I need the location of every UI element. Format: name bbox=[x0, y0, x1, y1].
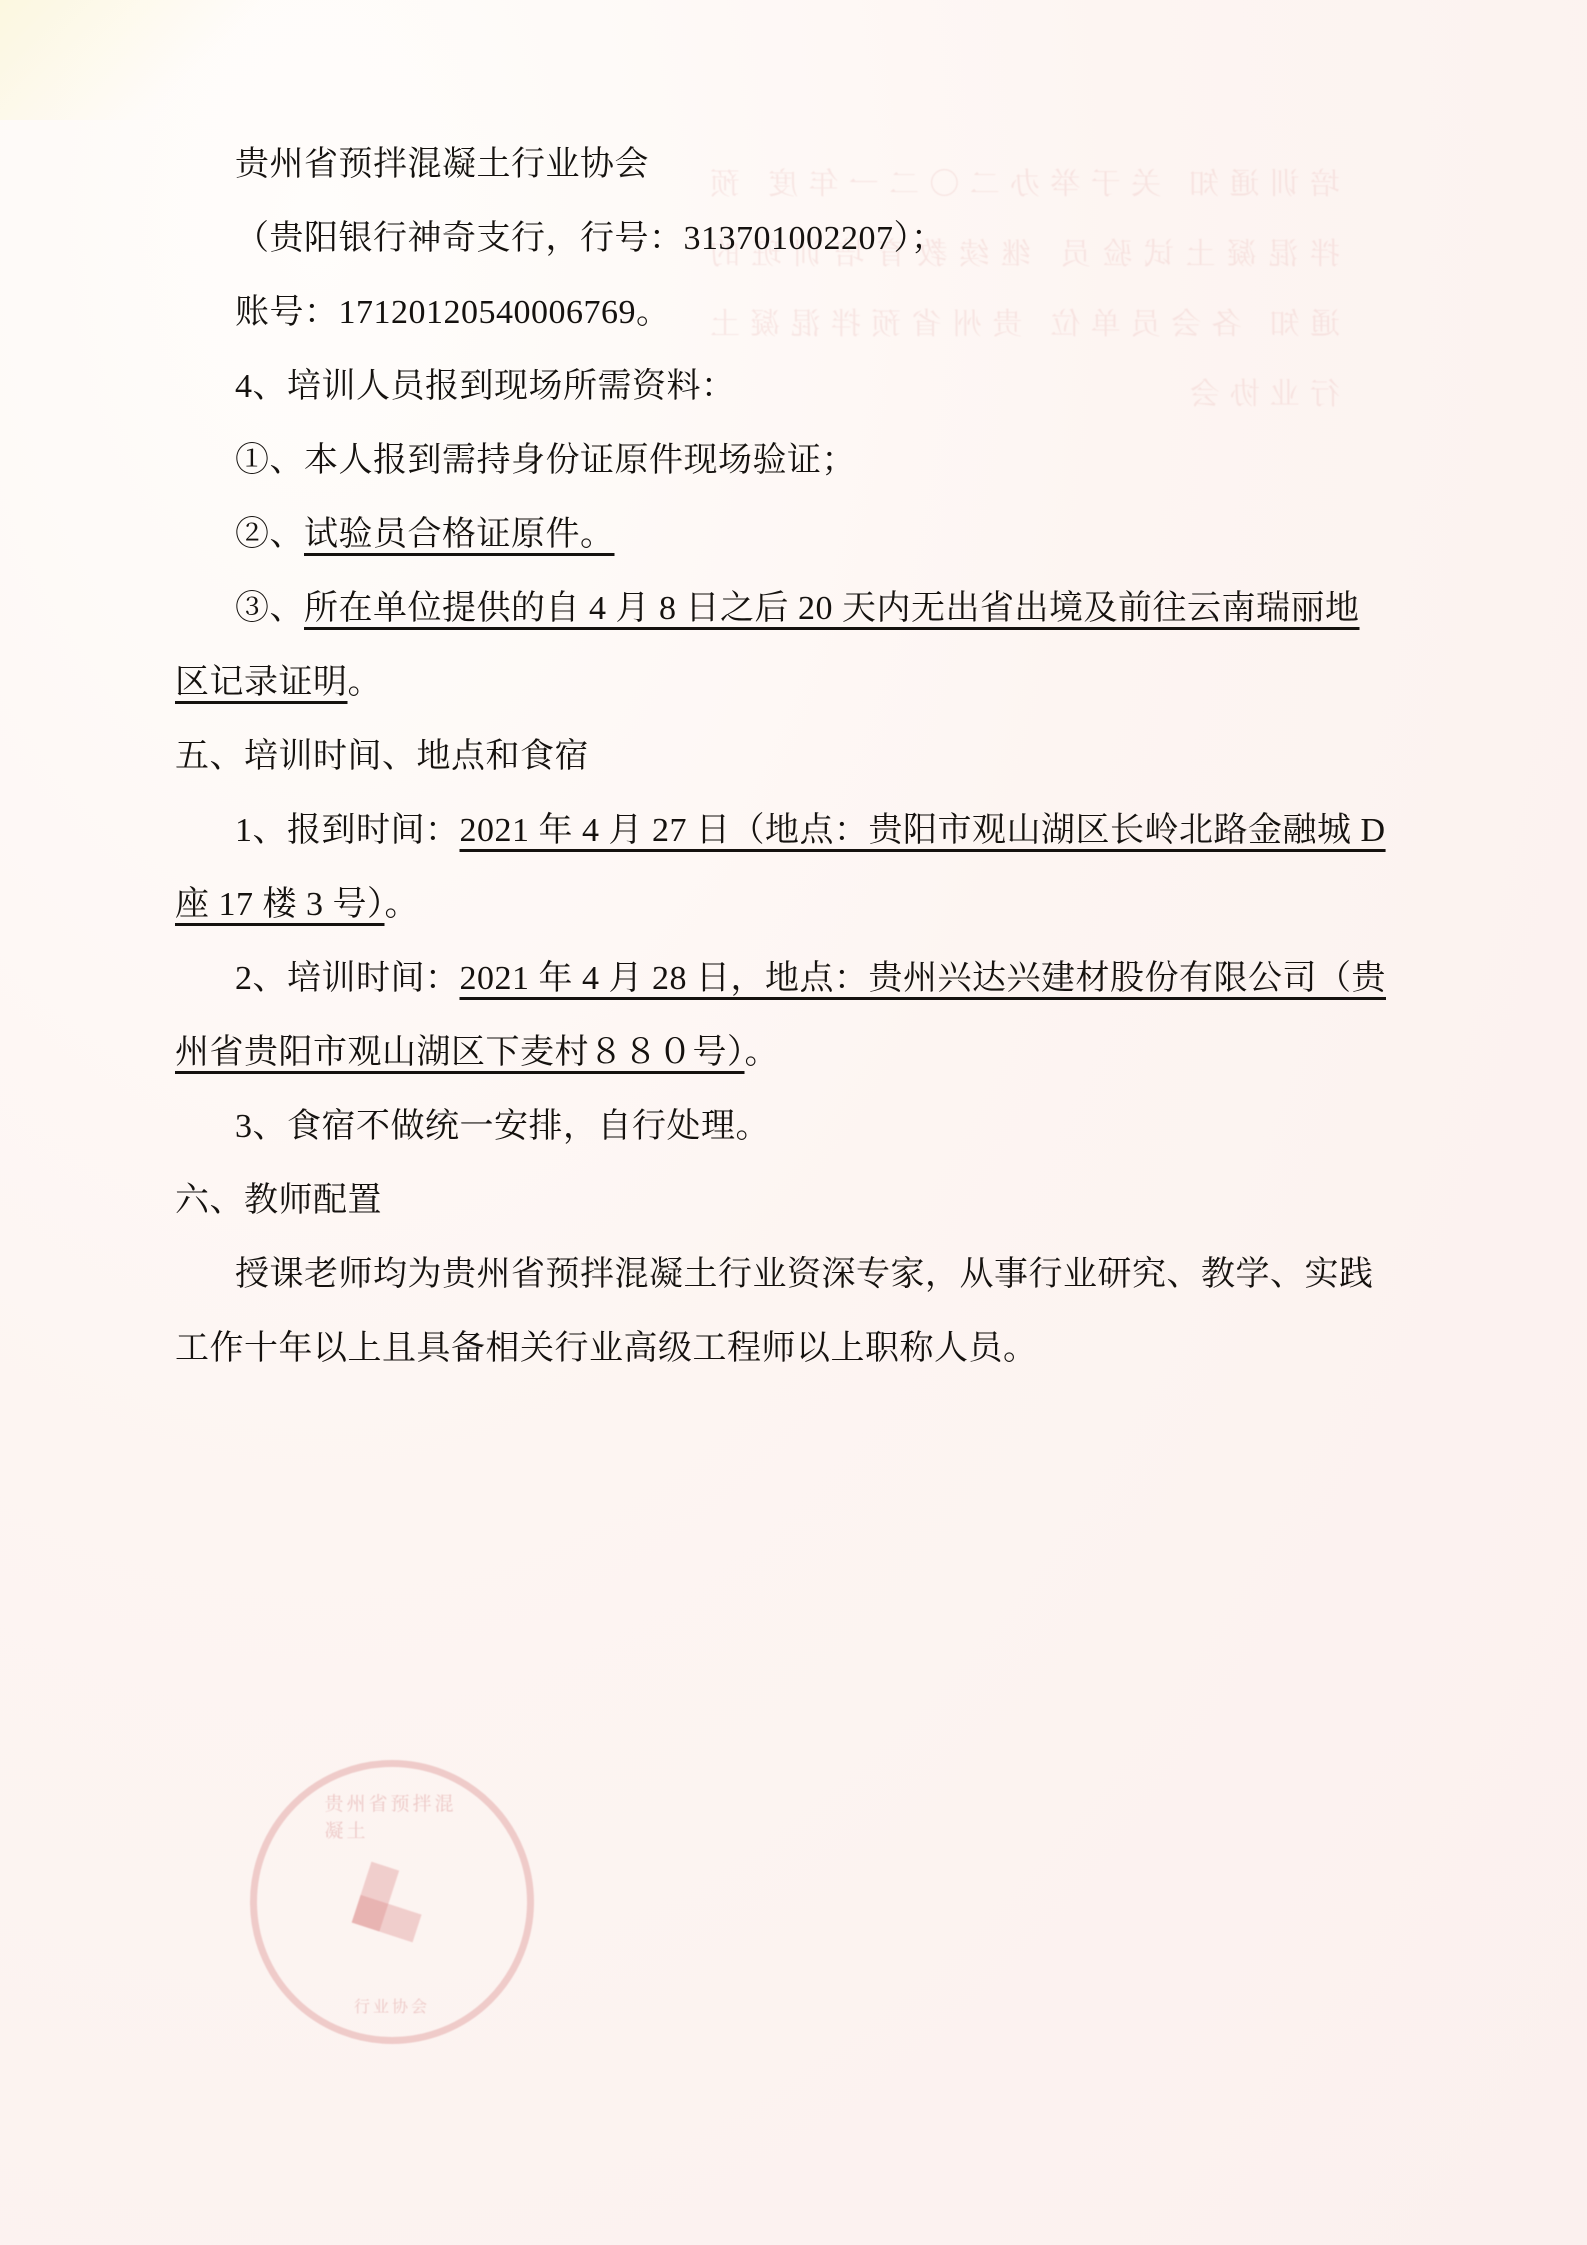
line-item-4-3 bbox=[175, 572, 1390, 720]
organization-name: 贵州省预拌混凝土行业协会 bbox=[235, 146, 649, 183]
item-4-2-underlined: 试验员合格证原件。 bbox=[304, 516, 615, 553]
paper-stain bbox=[0, 0, 260, 120]
line-account bbox=[175, 276, 1390, 350]
item-4-1-text: ①、本人报到需持身份证原件现场验证； bbox=[235, 442, 856, 479]
item-4-3-underlined: 所在单位提供的自 4 月 8 日之后 20 天内无出省出境及前往云南瑞丽地区记录证明 bbox=[175, 590, 1360, 701]
section-5-1-underlined: 2021 年 4 月 27 日（地点：贵阳市观山湖区长岭北路金融城 D 座 17 楼 3 号） bbox=[175, 812, 1386, 923]
section-5-2-underlined: 2021 年 4 月 28 日，地点：贵州兴达兴建材股份有限公司（贵州省贵阳市观山湖区下麦村８８０号） bbox=[175, 960, 1386, 1071]
section-6-body-text: 授课老师均为贵州省预拌混凝土行业资深专家，从事行业研究、教学、实践工作十年以上且具备相关行业高级工程师以上职称人员。 bbox=[175, 1256, 1374, 1367]
seal-top-text: 贵州省预拌混凝土 bbox=[324, 1794, 457, 1842]
association-seal bbox=[250, 1760, 534, 2044]
item-4-3-prefix: ③、 bbox=[235, 590, 304, 627]
bleed-through-text: 培训通知 关于举办二〇二一年度 预拌混凝土试验员 继续教育培训班的通知 各会员单位 贵州省预拌混凝土行业协会 bbox=[700, 168, 1340, 411]
line-item-4-2 bbox=[175, 498, 1390, 572]
section-5-1-prefix: 1、报到时间： bbox=[235, 812, 460, 849]
item-4-2-prefix: ②、 bbox=[235, 516, 304, 553]
section-5-2-suffix: 。 bbox=[744, 1034, 779, 1071]
line-organization bbox=[175, 128, 1390, 202]
section-6-heading bbox=[175, 1164, 1390, 1238]
section-5-1-suffix: 。 bbox=[384, 886, 419, 923]
section-5-heading bbox=[175, 720, 1390, 794]
line-item-4-1 bbox=[175, 424, 1390, 498]
item-4-heading: 4、培训人员报到现场所需资料： bbox=[235, 368, 736, 405]
line-5-1 bbox=[175, 794, 1390, 942]
section-5-2-prefix: 2、培训时间： bbox=[235, 960, 460, 997]
line-item-4 bbox=[175, 350, 1390, 424]
bank-account-number: 账号：17120120540006769。 bbox=[235, 294, 671, 331]
seal-bottom-text: 行业协会 bbox=[353, 1999, 431, 2016]
line-bank bbox=[175, 202, 1390, 276]
line-5-2 bbox=[175, 942, 1390, 1090]
section-5-title: 五、培训时间、地点和食宿 bbox=[175, 738, 589, 775]
line-5-3 bbox=[175, 1090, 1390, 1164]
document-body bbox=[175, 128, 1390, 1386]
bank-branch-and-code: （贵阳银行神奇支行，行号：313701002207）； bbox=[235, 220, 946, 257]
item-4-3-suffix: 。 bbox=[347, 664, 382, 701]
section-5-3-text: 3、食宿不做统一安排，自行处理。 bbox=[235, 1108, 770, 1145]
section-6-body bbox=[175, 1238, 1390, 1386]
section-6-title: 六、教师配置 bbox=[175, 1182, 382, 1219]
